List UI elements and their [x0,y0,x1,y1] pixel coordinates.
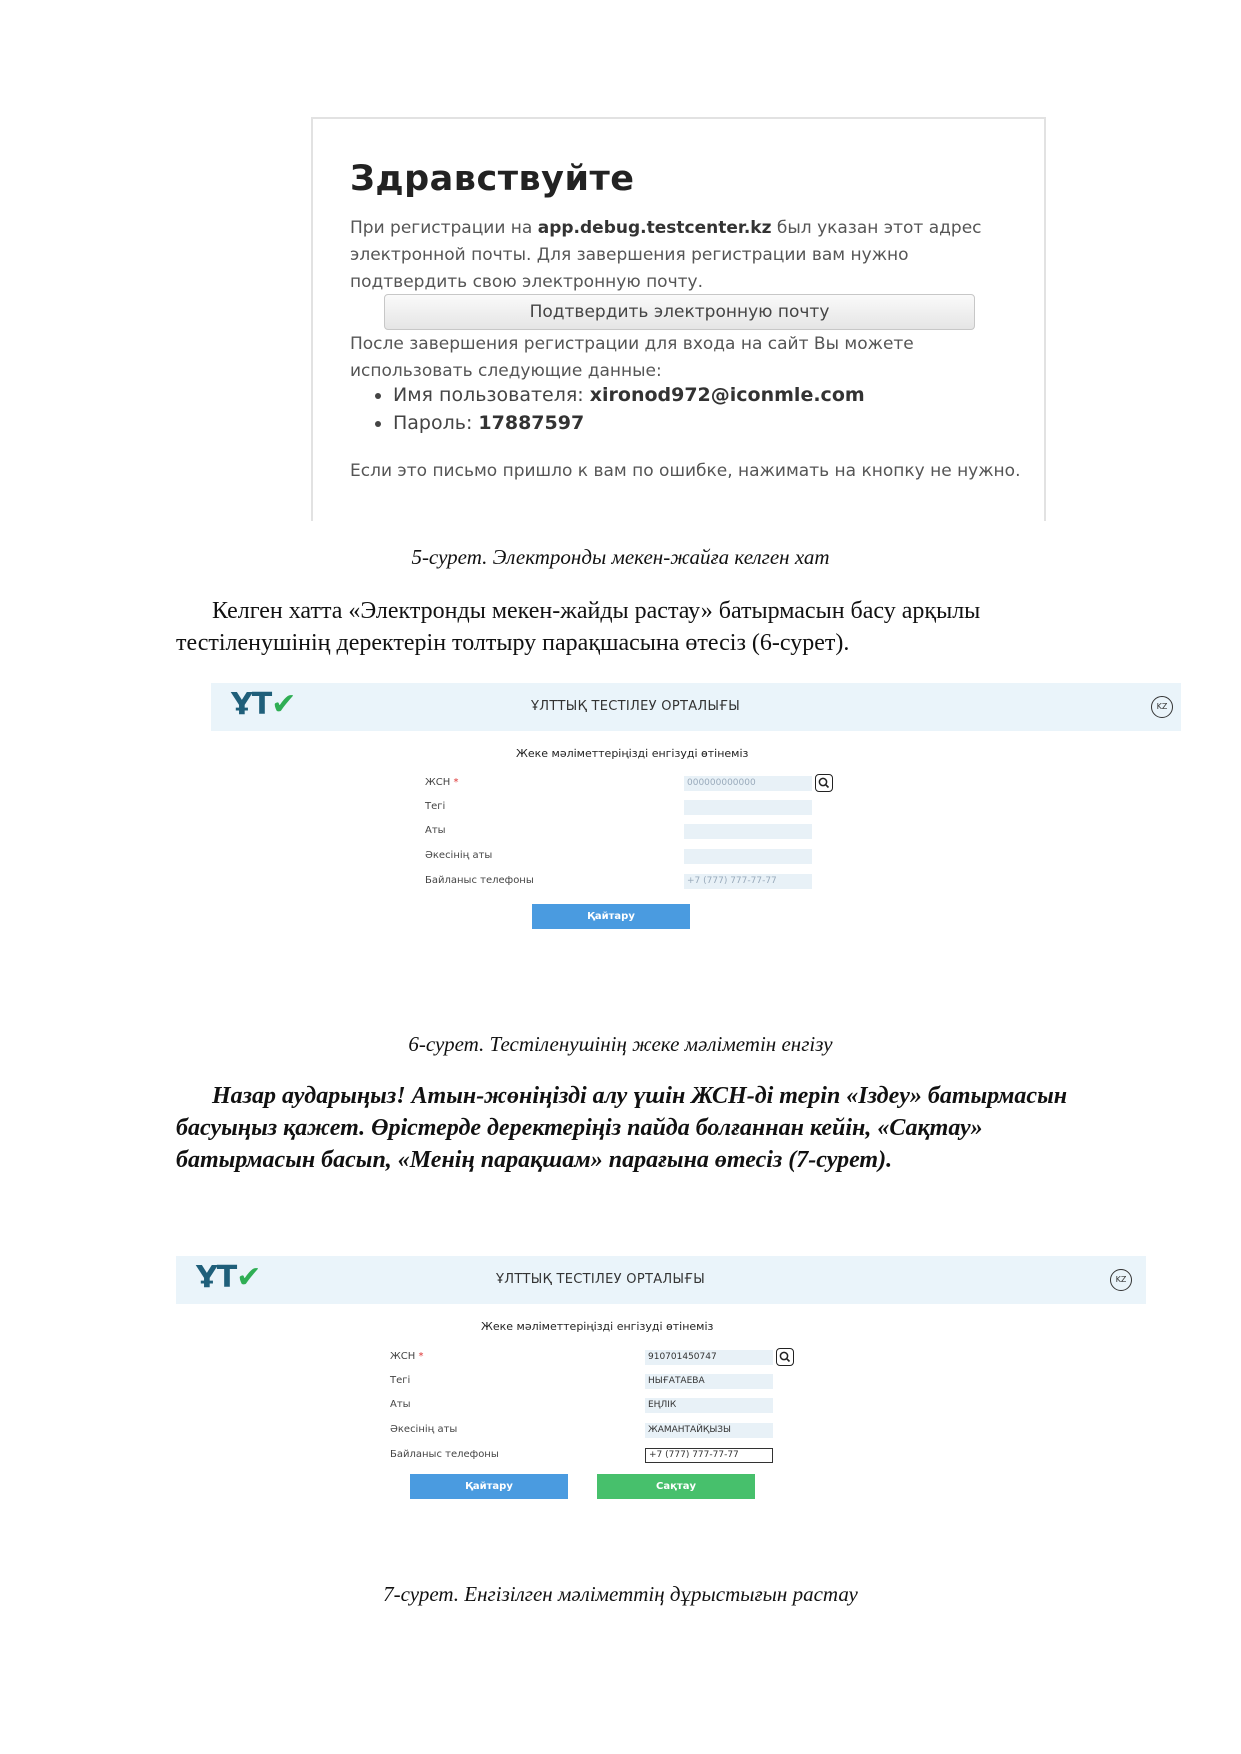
email-site-link: app.debug.testcenter.kz [537,218,772,238]
search-button[interactable] [776,1348,794,1366]
label-text: ЖСН [390,1351,416,1362]
figure-7-caption: 7-сурет. Енгізілген мәліметтің дұрыстығын растау [383,1582,858,1606]
name-input[interactable] [684,824,812,839]
patronymic-label: Әкесінің аты [390,1424,458,1435]
patronymic-input[interactable]: ЖАМАНТАЙҚЫЗЫ [645,1423,773,1438]
logo-text: ҰТ [231,687,272,722]
language-switch[interactable]: KZ [1110,1269,1132,1291]
name-input[interactable]: ЕҢЛІК [645,1398,773,1413]
site-logo[interactable] [196,1260,260,1295]
logo-check-icon: ✔ [236,1260,261,1295]
name-label: Аты [390,1399,411,1410]
patronymic-input[interactable] [684,849,812,864]
header-title: ҰЛТТЫҚ ТЕСТІЛЕУ ОРТАЛЫҒЫ [496,1272,706,1287]
name-label: Аты [425,825,446,836]
form-title: Жеке мәліметтеріңізді енгізуді өтінеміз [481,1320,714,1333]
search-icon [816,775,832,791]
password-value: 17887597 [478,412,585,434]
figure-6-caption: 6-сурет. Тестіленушінің жеке мәліметін енгізу [408,1032,833,1056]
username-value: xironod972@iconmle.com [589,384,865,406]
iin-input[interactable]: 910701450747 [645,1350,773,1365]
email-paragraph-3: Если это письмо пришло к вам по ошибке, нажимать на кнопку не нужно. [350,461,1021,481]
surname-label: Тегі [390,1375,411,1386]
site-header [176,1256,1146,1304]
form-title: Жеке мәліметтеріңізді енгізуді өтінеміз [516,747,749,760]
logo-text: ҰТ [196,1260,237,1295]
attention-paragraph [176,1080,1096,1176]
required-mark: * [453,777,459,788]
body-paragraph-1 [176,595,1096,659]
logo-check-icon: ✔ [271,687,296,722]
iin-label [425,777,458,788]
figure-5-caption: 5-сурет. Электронды мекен-жайға келген хат [411,545,830,569]
credentials-list [373,381,865,437]
iin-label [390,1351,423,1362]
email-greeting: Здравствуйте [350,159,635,199]
surname-input[interactable] [684,800,812,815]
iin-input[interactable]: 000000000000 [684,776,812,791]
language-switch[interactable]: KZ [1151,696,1173,718]
site-header [211,683,1181,731]
phone-input[interactable]: +7 (777) 777-77-77 [645,1448,773,1463]
required-mark: * [418,1351,424,1362]
phone-input[interactable]: +7 (777) 777-77-77 [684,874,812,889]
surname-label: Тегі [425,801,446,812]
username-label: Имя пользователя: [393,384,590,406]
back-button[interactable]: Қайтару [410,1474,568,1499]
save-button[interactable]: Сақтау [597,1474,755,1499]
password-label: Пароль: [393,412,479,434]
search-icon [777,1349,793,1365]
phone-label: Байланыс телефоны [390,1449,499,1460]
list-item [393,381,865,409]
email-p1-text: При регистрации на [350,218,538,238]
confirm-email-button[interactable]: Подтвердить электронную почту [384,294,975,330]
paragraph-1-text: Келген хатта «Электронды мекен-жайды растау» батырмасын басу арқылы тестіленушінің деректерін толтыру парақшасына өтесіз (6-сурет). [176,598,981,656]
list-item [393,409,865,437]
email-paragraph-1 [350,215,1030,296]
surname-input[interactable]: НЫҒАТАЕВА [645,1374,773,1389]
figure-7-screenshot [176,1256,1146,1506]
header-title: ҰЛТТЫҚ ТЕСТІЛЕУ ОРТАЛЫҒЫ [531,699,741,714]
email-p1-text-2: был указан этот адрес электронной почты. Для завершения регистрации вам нужно подтвердить свою электронную почту. [350,218,982,292]
attention-text: Назар аударыңыз! Атын-жөніңізді алу үшін ЖСН-ді теріп «Іздеу» батырмасын басуыңыз қажет. Өрістерде деректеріңіз пайда болғаннан кейін, «Сақтау» батырмасын басып, «Менің парақшам» парағына өтесіз (7-сурет). [176,1083,1068,1173]
patronymic-label: Әкесінің аты [425,850,493,861]
site-logo[interactable] [231,687,295,722]
email-screenshot [311,117,1046,521]
search-button[interactable] [815,774,833,792]
label-text: ЖСН [425,777,451,788]
back-button[interactable]: Қайтару [532,904,690,929]
figure-6-screenshot [211,683,1181,933]
email-paragraph-2: После завершения регистрации для входа на сайт Вы можете использовать следующие данные: [350,334,914,381]
phone-label: Байланыс телефоны [425,875,534,886]
